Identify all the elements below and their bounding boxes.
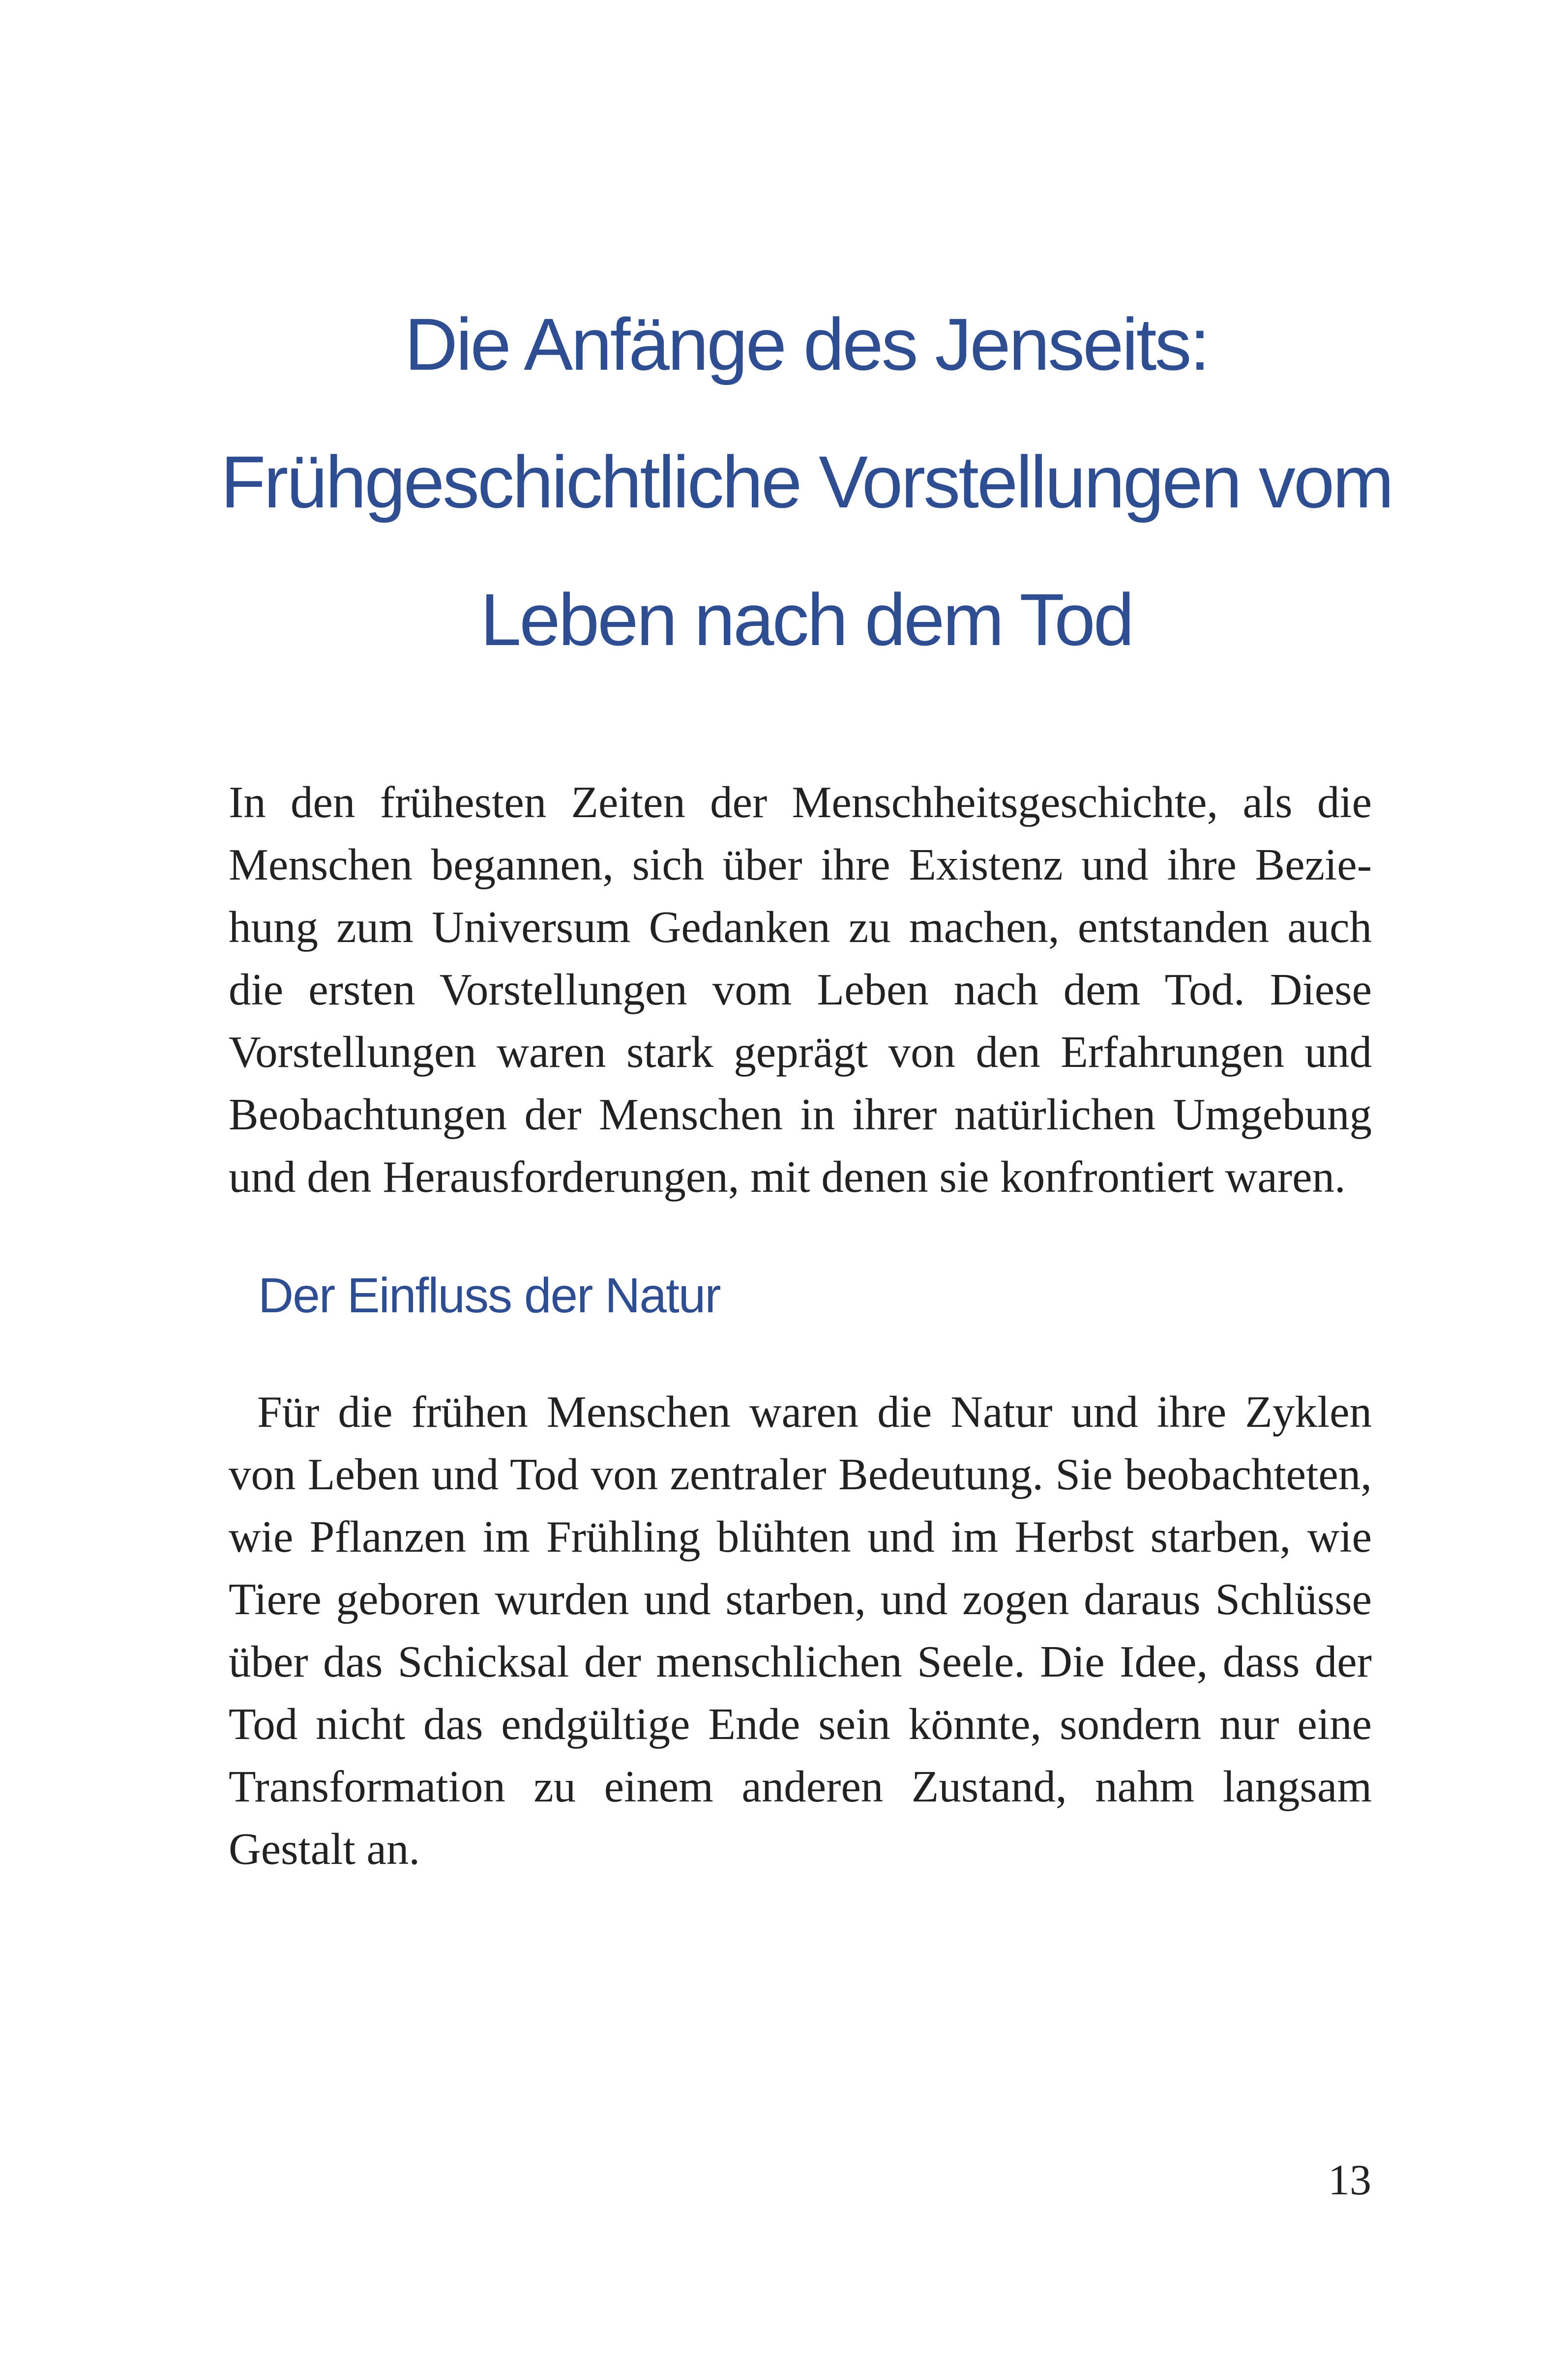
- chapter-title-line-2: Frühgeschichtliche Vorstellungen vom: [220, 441, 1392, 523]
- chapter-title: [207, 275, 1406, 688]
- chapter-title-line-1: Die Anfänge des Jenseits:: [404, 303, 1209, 385]
- section-heading: Der Einfluss der Natur: [258, 1268, 720, 1323]
- section-paragraph: Für die frühen Menschen waren die Natur und ihre Zyklen von Leben und Tod von zentraler Bedeutung. Sie beobachteten, wie Pflanzen im Frühling blühten und im Herbst starben, wie Tiere geboren wurden und starben, und zogen daraus Schlüsse über das Schicksal der menschlichen Seele. Die Idee, dass der Tod nicht das endgültige Ende sein könnte, sondern nur eine Transformation zu einem anderen Zustand, nahm langsam Gestalt an.: [229, 1387, 1372, 1874]
- intro-paragraph: In den frühesten Zeiten der Menschheitsgeschichte, als die Menschen begannen, sich über ihre Existenz und ihre Beziehung zum Universum Gedanken zu machen, entstanden auch die ersten Vorstellungen vom Leben nach dem Tod. Diese Vorstellungen waren stark geprägt von den Erfahrungen und Beobachtungen der Menschen in ihrer natürlichen Umgebung und den Herausforderungen, mit denen sie konfrontiert waren.: [229, 777, 1372, 1202]
- page-number: 13: [1328, 2156, 1371, 2204]
- chapter-title-line-3: Leben nach dem Tod: [480, 578, 1133, 661]
